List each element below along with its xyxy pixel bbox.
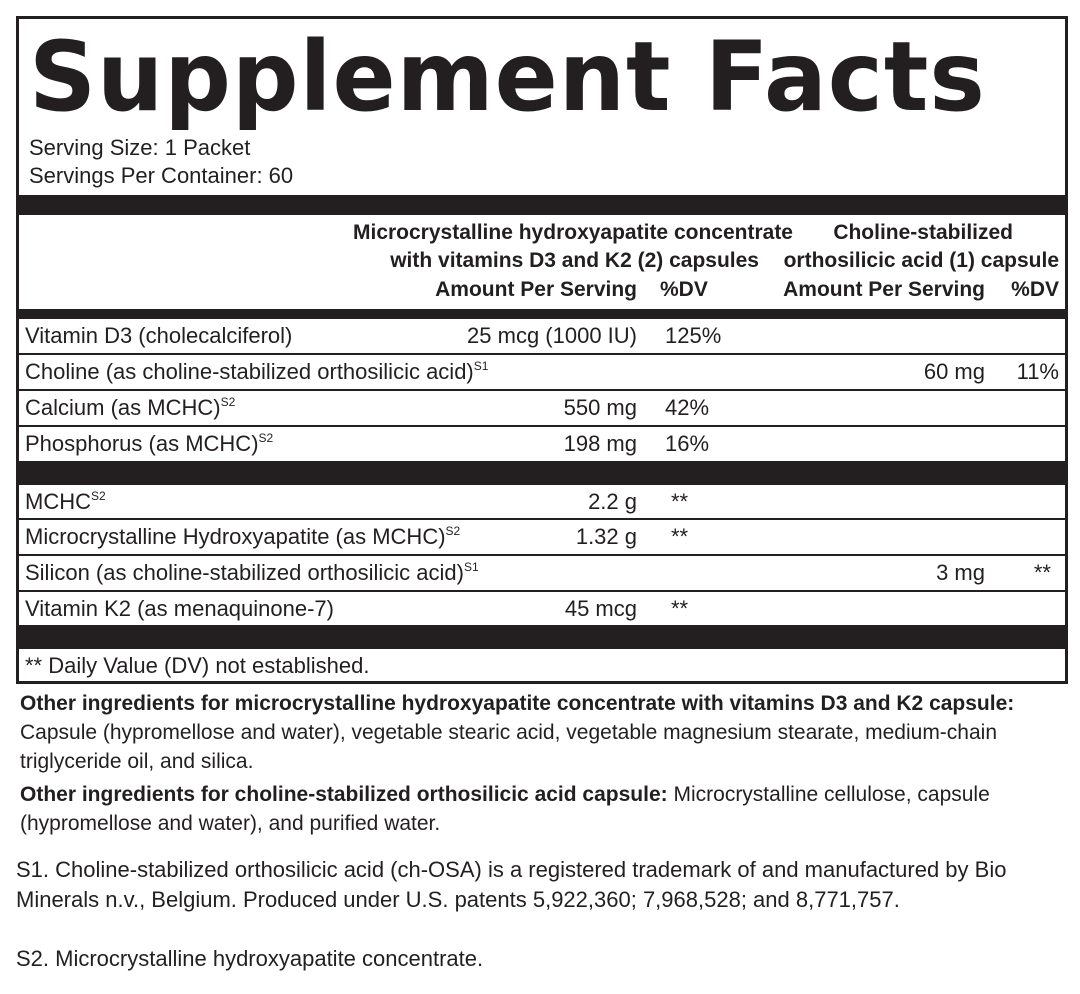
footnote-marker: S1 [463, 560, 479, 574]
serving-size: Serving Size: 1 Packet [29, 135, 251, 160]
amount-col1: 1.32 g [575, 524, 637, 549]
col1-header-line2: with vitamins D3 and K2 (2) capsules [390, 249, 759, 272]
servings-per-container: Servings Per Container: 60 [29, 163, 294, 188]
medium-divider [19, 309, 1065, 319]
other-ingredients-1-label: Other ingredients for microcrystalline hydroxyapatite concentrate with vitamins D3 and K2 capsule: [20, 692, 1015, 715]
amount-col1: 25 mcg (1000 IU) [467, 323, 637, 348]
footnote-marker: S1 [473, 359, 489, 373]
col2-dv-header: %DV [1011, 278, 1059, 301]
nutrient-name: Calcium (as MCHC) [25, 395, 221, 420]
nutrient-name: Silicon (as choline-stabilized orthosilicic acid) [25, 560, 464, 585]
dv-col1: 125% [665, 323, 722, 348]
nutrient-name: Choline (as choline-stabilized orthosilicic acid) [25, 359, 474, 384]
dv-col1: ** [671, 524, 689, 549]
nutrient-name: Phosphorus (as MCHC) [25, 431, 259, 456]
footnote-s2: S2. Microcrystalline hydroxyapatite concentrate. [16, 946, 484, 971]
col1-header-line1: Microcrystalline hydroxyapatite concentrate [353, 221, 793, 244]
nutrient-name: Vitamin D3 (cholecalciferol) [25, 323, 293, 348]
col2-header-line2: orthosilicic acid (1) capsule [783, 249, 1059, 272]
supplement-facts-panel [16, 16, 1068, 684]
col1-dv-header: %DV [660, 278, 708, 301]
thick-divider [19, 195, 1065, 215]
amount-col1: 45 mcg [564, 596, 637, 621]
thick-divider [19, 625, 1065, 649]
col2-header-line1: Choline-stabilized [833, 221, 1013, 244]
amount-col1: 198 mg [563, 431, 637, 456]
dv-col1: 42% [665, 395, 710, 420]
nutrient-name: Microcrystalline Hydroxyapatite (as MCHC) [25, 524, 446, 549]
footnote-marker: S2 [445, 524, 461, 538]
amount-col1: 550 mg [563, 395, 637, 420]
amount-col2: 60 mg [923, 359, 985, 384]
dv-col1: ** [671, 596, 689, 621]
col2-amount-header: Amount Per Serving [783, 278, 985, 301]
dv-footnote: ** Daily Value (DV) not established. [25, 653, 370, 678]
nutrient-name: MCHC [25, 489, 91, 514]
amount-col2: 3 mg [936, 560, 985, 585]
nutrient-name: Vitamin K2 (as menaquinone-7) [25, 596, 334, 621]
other-ingredients-1-text: Capsule (hypromellose and water), vegetable stearic acid, vegetable magnesium stearate, medium-chain triglyceride oil, and silica. [20, 721, 998, 773]
panel-title: Supplement Facts [29, 21, 986, 133]
footnote-marker: S2 [220, 395, 236, 409]
footnote-marker: S2 [91, 489, 106, 503]
amount-col1: 2.2 g [588, 489, 637, 514]
dv-col1: ** [671, 489, 689, 514]
other-ingredients-2-text: Microcrystalline cellulose, capsule (hypromellose and water), and purified water. [20, 783, 990, 835]
dv-col2: ** [1033, 560, 1051, 585]
other-ingredients-2-label: Other ingredients for choline-stabilized orthosilicic acid capsule: [20, 783, 668, 806]
footnote-s1: S1. Choline-stabilized orthosilicic acid (ch-OSA) is a registered trademark of and manufactured by Bio Minerals n.v., Belgium. Produced under U.S. patents 5,922,360; 7,968,528; and 8,771,757. [16, 857, 1007, 912]
other-ingredients-1 [20, 689, 1065, 776]
footnote-marker: S2 [258, 431, 274, 445]
other-ingredients-2 [20, 780, 1065, 838]
dv-col2: 11% [1016, 359, 1059, 384]
thick-divider [19, 461, 1065, 485]
dv-col1: 16% [665, 431, 710, 456]
col1-amount-header: Amount Per Serving [435, 278, 637, 301]
